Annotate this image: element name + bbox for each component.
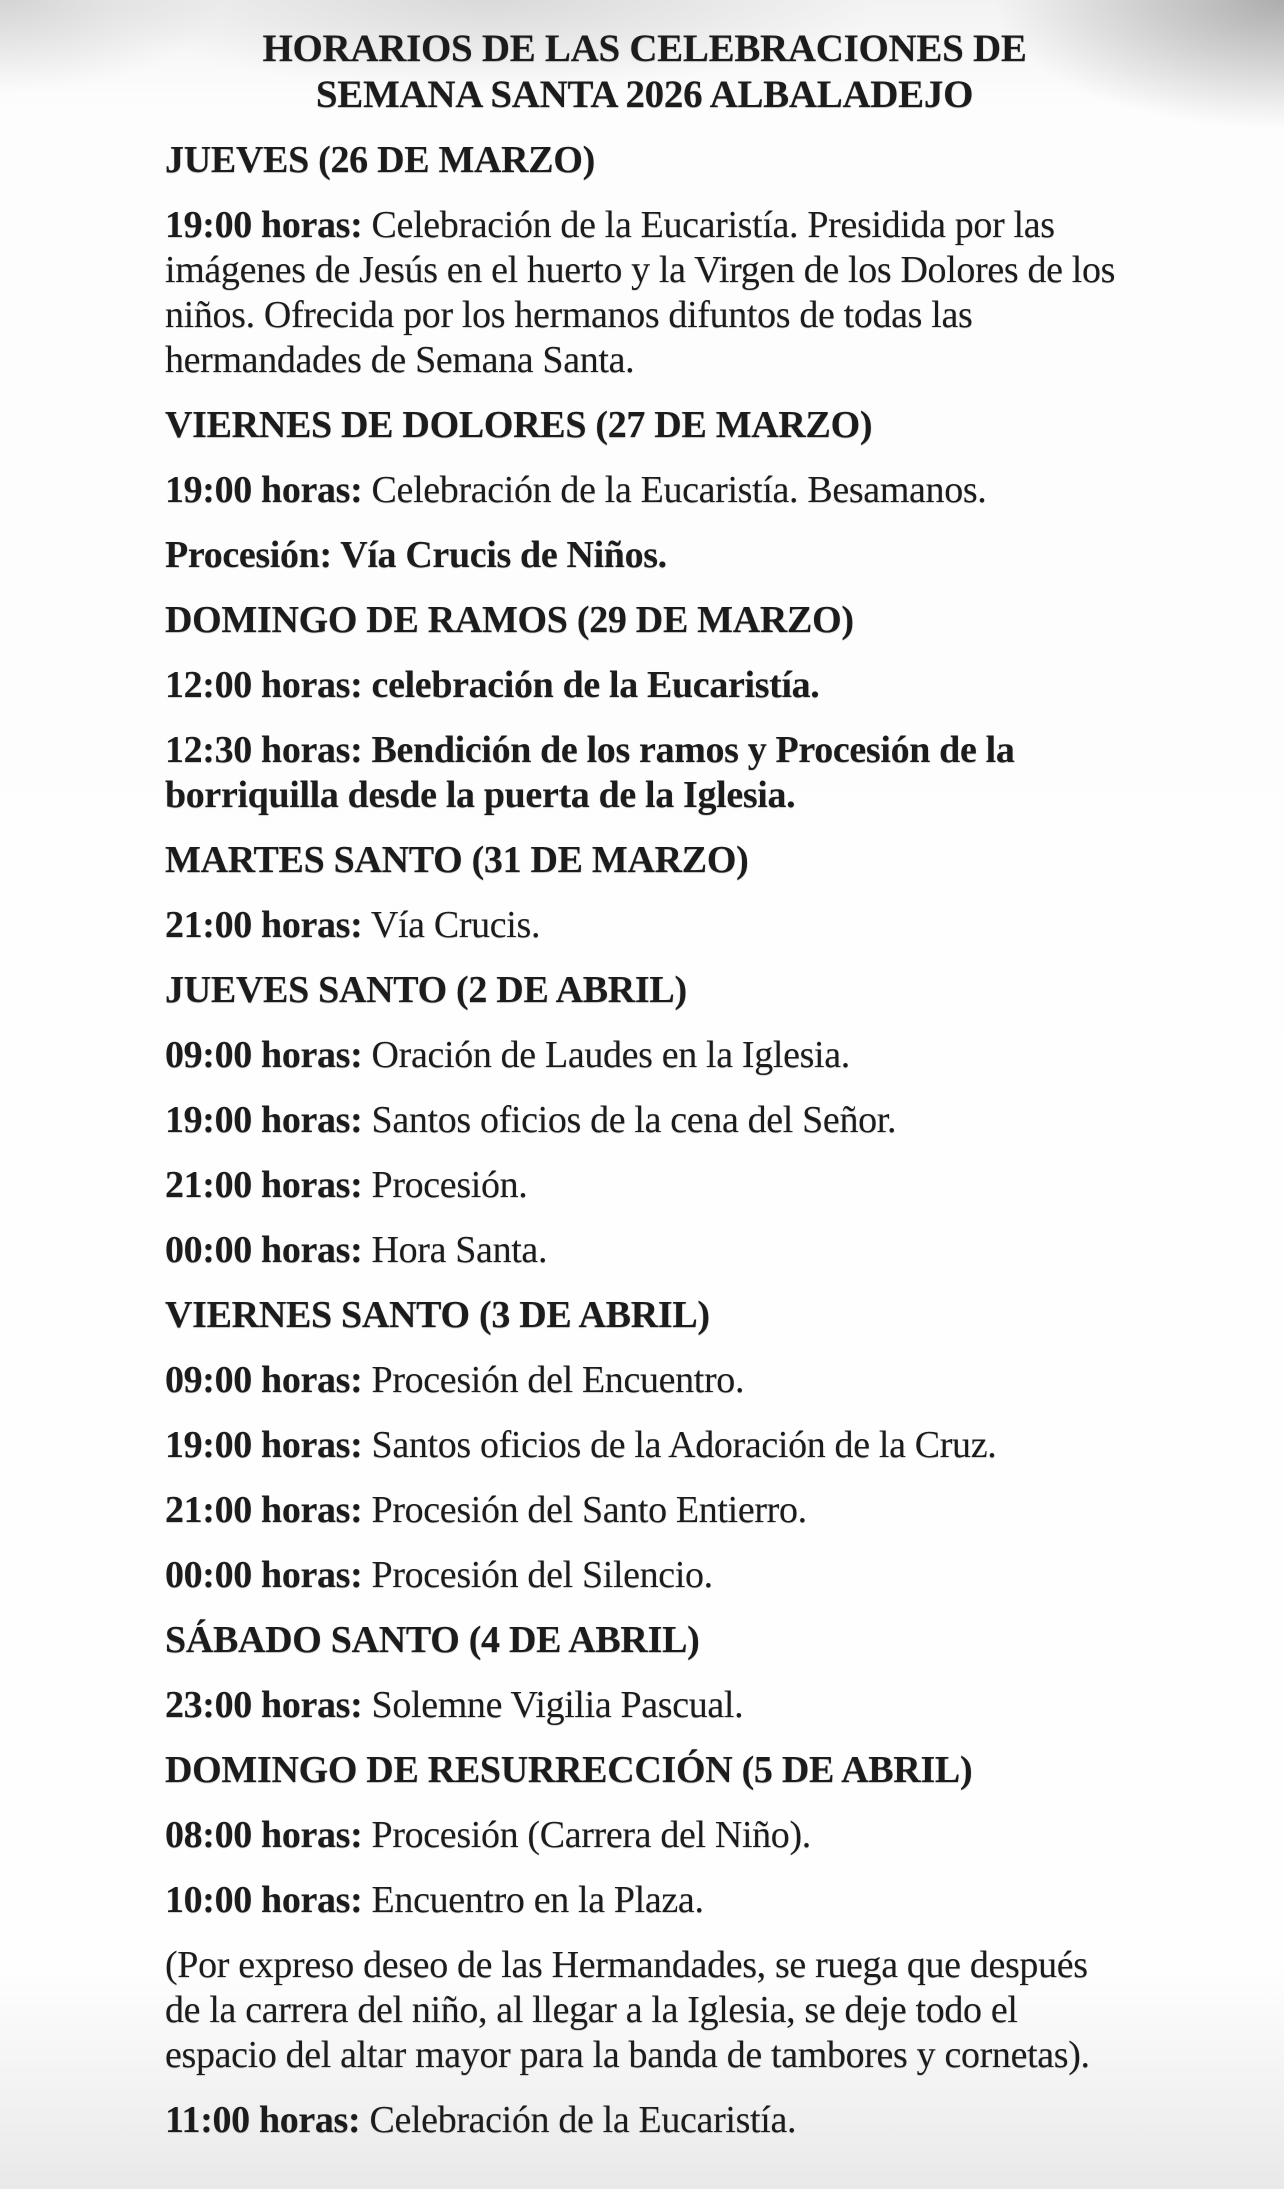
schedule-entry — [165, 1813, 1124, 1858]
schedule-entry — [165, 533, 1124, 578]
entry-time: 08:00 horas: — [165, 1814, 363, 1856]
entry-text: Solemne Vigilia Pascual. — [362, 1684, 744, 1726]
day-header: SÁBADO SANTO (4 DE ABRIL) — [165, 1619, 700, 1661]
day-header: VIERNES SANTO (3 DE ABRIL) — [165, 1294, 710, 1336]
day-header: MARTES SANTO (31 DE MARZO) — [165, 839, 749, 881]
entry-text: Santos oficios de la Adoración de la Cruz. — [362, 1424, 997, 1466]
entry-text: (Por expreso deseo de las Hermandades, se ruega que después de la carrera del niño, al llegar a la Iglesia, se deje todo el espacio del altar mayor para la banda de tambores y cornetas). — [165, 1944, 1090, 2076]
schedule-entry — [165, 2098, 1124, 2143]
entry-text: Procesión. — [362, 1164, 528, 1206]
entry-time: 19:00 horas: — [165, 1424, 363, 1466]
entry-text: Oración de Laudes en la Iglesia. — [362, 1034, 850, 1076]
document-title — [165, 26, 1124, 118]
entry-text: Encuentro en la Plaza. — [362, 1879, 704, 1921]
entry-time: 09:00 horas: — [165, 1359, 363, 1401]
schedule-entry — [165, 1163, 1124, 1208]
note-paragraph — [165, 1943, 1124, 2078]
entry-text: Celebración de la Eucaristía. Besamanos. — [362, 469, 987, 511]
day-header: JUEVES SANTO (2 DE ABRIL) — [165, 969, 687, 1011]
schedule-entry — [165, 1098, 1124, 1143]
entry-time: 19:00 horas: — [165, 1099, 363, 1141]
schedule-entry — [165, 1228, 1124, 1273]
day-section — [165, 403, 1124, 578]
day-section — [165, 968, 1124, 1273]
day-header: JUEVES (26 DE MARZO) — [165, 139, 595, 181]
entry-time: 10:00 horas: — [165, 1879, 363, 1921]
entry-time: 23:00 horas: — [165, 1684, 363, 1726]
day-section — [165, 1618, 1124, 1728]
entry-text: Hora Santa. — [362, 1229, 548, 1271]
entry-time: Procesión: — [165, 534, 332, 576]
entry-time: 11:00 horas: — [165, 2099, 361, 2141]
entry-time: 21:00 horas: — [165, 1489, 363, 1531]
document-title-line1: HORARIOS DE LAS CELEBRACIONES DE — [262, 27, 1027, 70]
day-section — [165, 1748, 1124, 2143]
day-section — [165, 1293, 1124, 1598]
schedule-entry — [165, 728, 1124, 818]
entry-text: Vía Crucis de Niños. — [331, 534, 667, 576]
day-section — [165, 138, 1124, 383]
day-section — [165, 598, 1124, 818]
entry-time: 21:00 horas: — [165, 1164, 363, 1206]
entry-text: Bendición de los ramos y Procesión de la borriquilla desde la puerta de la Iglesia. — [165, 729, 1015, 816]
entry-text: Procesión del Silencio. — [362, 1554, 713, 1596]
entry-text: Procesión del Encuentro. — [362, 1359, 745, 1401]
entry-text: Celebración de la Eucaristía. Presidida por las imágenes de Jesús en el huerto y la Virgen de los Dolores de los niños. Ofrecida por los hermanos difuntos de todas las hermandades de Semana Santa. — [165, 204, 1116, 381]
day-header: VIERNES DE DOLORES (27 DE MARZO) — [165, 404, 873, 446]
entry-text: Procesión (Carrera del Niño). — [362, 1814, 811, 1856]
document-title-line2: SEMANA SANTA 2026 ALBALADEJO — [315, 73, 974, 116]
day-header: DOMINGO DE RAMOS (29 DE MARZO) — [165, 599, 854, 641]
entry-text: celebración de la Eucaristía. — [362, 664, 820, 706]
schedule-entry — [165, 203, 1124, 383]
schedule-entry — [165, 468, 1124, 513]
schedule-entry — [165, 1358, 1124, 1403]
day-section — [165, 838, 1124, 948]
schedule-entry — [165, 1423, 1124, 1468]
schedule-entry — [165, 663, 1124, 708]
entry-time: 12:00 horas: — [165, 664, 363, 706]
entry-time: 00:00 horas: — [165, 1229, 363, 1271]
schedule-entry — [165, 1683, 1124, 1728]
schedule-entry — [165, 1488, 1124, 1533]
entry-time: 19:00 horas: — [165, 469, 363, 511]
day-header: DOMINGO DE RESURRECCIÓN (5 DE ABRIL) — [165, 1749, 973, 1791]
entry-time: 19:00 horas: — [165, 204, 363, 246]
entry-time: 21:00 horas: — [165, 904, 363, 946]
schedule-list — [165, 138, 1124, 2143]
entry-text: Santos oficios de la cena del Señor. — [362, 1099, 897, 1141]
entry-time: 12:30 horas: — [165, 729, 363, 771]
entry-time: 00:00 horas: — [165, 1554, 363, 1596]
schedule-entry — [165, 903, 1124, 948]
schedule-entry — [165, 1878, 1124, 1923]
entry-time: 09:00 horas: — [165, 1034, 363, 1076]
entry-text: Procesión del Santo Entierro. — [362, 1489, 807, 1531]
entry-text: Celebración de la Eucaristía. — [360, 2099, 797, 2141]
schedule-entry — [165, 1033, 1124, 1078]
entry-text: Vía Crucis. — [362, 904, 541, 946]
schedule-entry — [165, 1553, 1124, 1598]
